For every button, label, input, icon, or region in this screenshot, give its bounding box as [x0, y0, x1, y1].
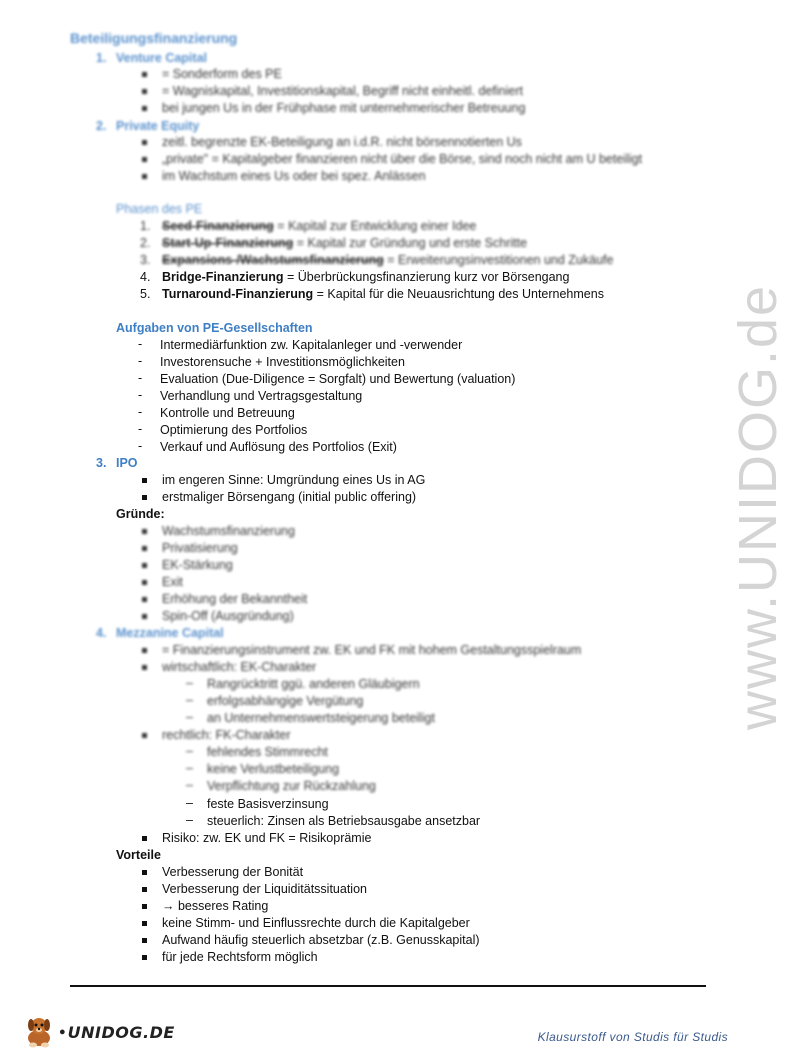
bullet-icon — [142, 938, 147, 943]
phase-item — [162, 286, 604, 303]
dash-icon: - — [138, 405, 143, 419]
phase-desc: = Kapital zur Entwicklung einer Idee — [273, 219, 477, 233]
list-item: „private" = Kapitalgeber finanzieren nicht über die Börse, sind noch nicht am U beteiligt — [162, 152, 643, 166]
section-heading-private: Private Equity — [116, 119, 200, 133]
subheading-vorteile: Vorteile — [116, 848, 161, 862]
list-item: = Sonderform des PE — [162, 67, 282, 81]
phase-number: 5. — [140, 287, 151, 301]
list-item: Risiko: zw. EK und FK = Risikoprämie — [162, 831, 372, 845]
bullet-icon — [142, 955, 147, 960]
phase-term: Start-Up-Finanzierung — [162, 236, 294, 250]
phase-item — [162, 235, 527, 252]
dash-icon: - — [138, 422, 143, 436]
phase-term: Turnaround-Finanzierung — [162, 287, 314, 301]
list-item: Wachstumsfinanzierung — [162, 524, 295, 538]
list-item: EK-Stärkung — [162, 558, 233, 572]
list-item: im engeren Sinne: Umgründung eines Us in AG — [162, 473, 426, 487]
list-item: rechtlich: FK-Charakter — [162, 728, 291, 742]
dash-icon: - — [138, 388, 143, 402]
dash-icon: – — [186, 676, 193, 690]
phase-number: 3. — [140, 253, 151, 267]
list-item: erstmaliger Börsengang (initial public offering) — [162, 490, 417, 504]
phase-item — [162, 218, 476, 235]
section-number: 4. — [96, 626, 107, 640]
phase-term: Bridge-Finanzierung — [162, 270, 284, 284]
bullet-icon — [142, 157, 147, 162]
list-item: Optimierung des Portfolios — [160, 423, 308, 437]
bullet-icon — [142, 89, 147, 94]
list-item: → besseres Rating — [162, 899, 269, 913]
section-heading-mezzanine: Mezzanine Capital — [116, 626, 224, 640]
dash-icon: – — [186, 778, 193, 792]
list-item: steuerlich: Zinsen als Betriebsausgabe ansetzbar — [207, 814, 481, 828]
section-number: 2. — [96, 119, 107, 133]
list-item: Rangrücktritt ggü. anderen Gläubigern — [207, 677, 420, 691]
bullet-icon — [142, 563, 147, 568]
bullet-icon — [142, 733, 147, 738]
dash-icon: – — [186, 796, 193, 810]
list-item: Verpflichtung zur Rückzahlung — [207, 779, 376, 793]
section-number: 1. — [96, 51, 107, 65]
dash-icon: – — [186, 693, 193, 707]
dash-icon: - — [138, 371, 143, 385]
bullet-icon — [142, 174, 147, 179]
list-item: im Wachstum eines Us oder bei spez. Anlässen — [162, 169, 426, 183]
subheading-phasen: Phasen des PE — [116, 202, 203, 216]
bullet-icon — [142, 904, 147, 909]
dash-icon: – — [186, 744, 193, 758]
list-item: erfolgsabhängige Vergütung — [207, 694, 364, 708]
phase-number: 2. — [140, 236, 151, 250]
list-item: Investorensuche + Investitionsmöglichkeiten — [160, 355, 405, 369]
bullet-icon — [142, 887, 147, 892]
bullet-icon — [142, 106, 147, 111]
bullet-icon — [142, 546, 147, 551]
bullet-icon — [142, 597, 147, 602]
list-item: fehlendes Stimmrecht — [207, 745, 328, 759]
bullet-icon — [142, 529, 147, 534]
phase-number: 1. — [140, 219, 151, 233]
list-item: zeitl. begrenzte EK-Beteiligung an i.d.R. nicht börsennotierten Us — [162, 135, 522, 149]
bullet-icon — [142, 72, 147, 77]
list-item: Evaluation (Due-Diligence = Sorgfalt) und Bewertung (valuation) — [160, 372, 516, 386]
bullet-icon — [142, 614, 147, 619]
phase-desc: = Kapital zur Gründung und erste Schritte — [293, 236, 528, 250]
list-item: Verbesserung der Bonität — [162, 865, 304, 879]
bullet-icon — [142, 648, 147, 653]
phase-desc: = Erweiterungsinvestitionen und Zukäufe — [383, 253, 614, 267]
section-heading-ipo: IPO — [116, 456, 138, 470]
bullet-icon — [142, 495, 147, 500]
phase-number: 4. — [140, 270, 151, 284]
list-item: Verhandlung und Vertragsgestaltung — [160, 389, 363, 403]
footer-logo — [22, 1014, 175, 1050]
list-item: feste Basisverzinsung — [207, 797, 329, 811]
dash-icon: – — [186, 710, 193, 724]
list-item: Privatisierung — [162, 541, 238, 555]
section-number: 3. — [96, 456, 107, 470]
list-item: bei jungen Us in der Frühphase mit unternehmerischer Betreuung — [162, 101, 526, 115]
bullet-icon — [142, 921, 147, 926]
bullet-icon — [142, 665, 147, 670]
bullet-icon — [142, 478, 147, 483]
phase-desc: = Überbrückungsfinanzierung kurz vor Börsengang — [283, 270, 570, 284]
list-item: für jede Rechtsform möglich — [162, 950, 318, 964]
list-item: an Unternehmenswertsteigerung beteiligt — [207, 711, 435, 725]
phase-item — [162, 269, 569, 286]
bullet-icon — [142, 580, 147, 585]
list-item: Erhöhung der Bekanntheit — [162, 592, 308, 606]
list-item: keine Stimm- und Einflussrechte durch die Kapitalgeber — [162, 916, 470, 930]
watermark: www.UNIDOG.de — [728, 283, 788, 730]
logo-text: UNIDOG.DE — [67, 1022, 175, 1042]
bullet-icon — [142, 836, 147, 841]
list-item: Verbesserung der Liquiditätssituation — [162, 882, 367, 896]
list-item: Verkauf und Auflösung des Portfolios (Exit) — [160, 440, 397, 454]
dash-icon: – — [186, 761, 193, 775]
list-item: Exit — [162, 575, 183, 589]
dash-icon: - — [138, 439, 143, 453]
dog-mascot-icon — [22, 1014, 58, 1050]
footer-divider — [70, 985, 706, 987]
list-item: wirtschaftlich: EK-Charakter — [162, 660, 317, 674]
paw-icon: ● — [59, 1026, 66, 1038]
list-item: keine Verlustbeteiligung — [207, 762, 340, 776]
page-title: Beteiligungsfinanzierung — [70, 30, 238, 46]
phase-term: Seed-Finanzierung — [162, 219, 274, 233]
list-item: Spin-Off (Ausgründung) — [162, 609, 294, 623]
bullet-icon — [142, 140, 147, 145]
phase-term: Expansions-/Wachstumsfinanzierung — [162, 253, 384, 267]
bullet-icon — [142, 870, 147, 875]
phase-desc: = Kapital für die Neuausrichtung des Unternehmens — [313, 287, 604, 301]
subheading-aufgaben: Aufgaben von PE-Gesellschaften — [116, 321, 313, 335]
list-item: Aufwand häufig steuerlich absetzbar (z.B. Genusskapital) — [162, 933, 480, 947]
phase-item — [162, 252, 613, 269]
list-item: = Wagniskapital, Investitionskapital, Begriff nicht einheitl. definiert — [162, 84, 523, 98]
section-heading-venture: Venture Capital — [116, 51, 207, 65]
subheading-gruende: Gründe: — [116, 507, 165, 521]
dash-icon: - — [138, 354, 143, 368]
dash-icon: – — [186, 813, 193, 827]
dash-icon: - — [138, 337, 143, 351]
list-item: Kontrolle und Betreuung — [160, 406, 295, 420]
list-item: = Finanzierungsinstrument zw. EK und FK mit hohem Gestaltungsspielraum — [162, 643, 582, 657]
list-item: Intermediärfunktion zw. Kapitalanleger und -verwender — [160, 338, 463, 352]
footer-tagline: Klausurstoff von Studis für Studis — [537, 1030, 728, 1044]
